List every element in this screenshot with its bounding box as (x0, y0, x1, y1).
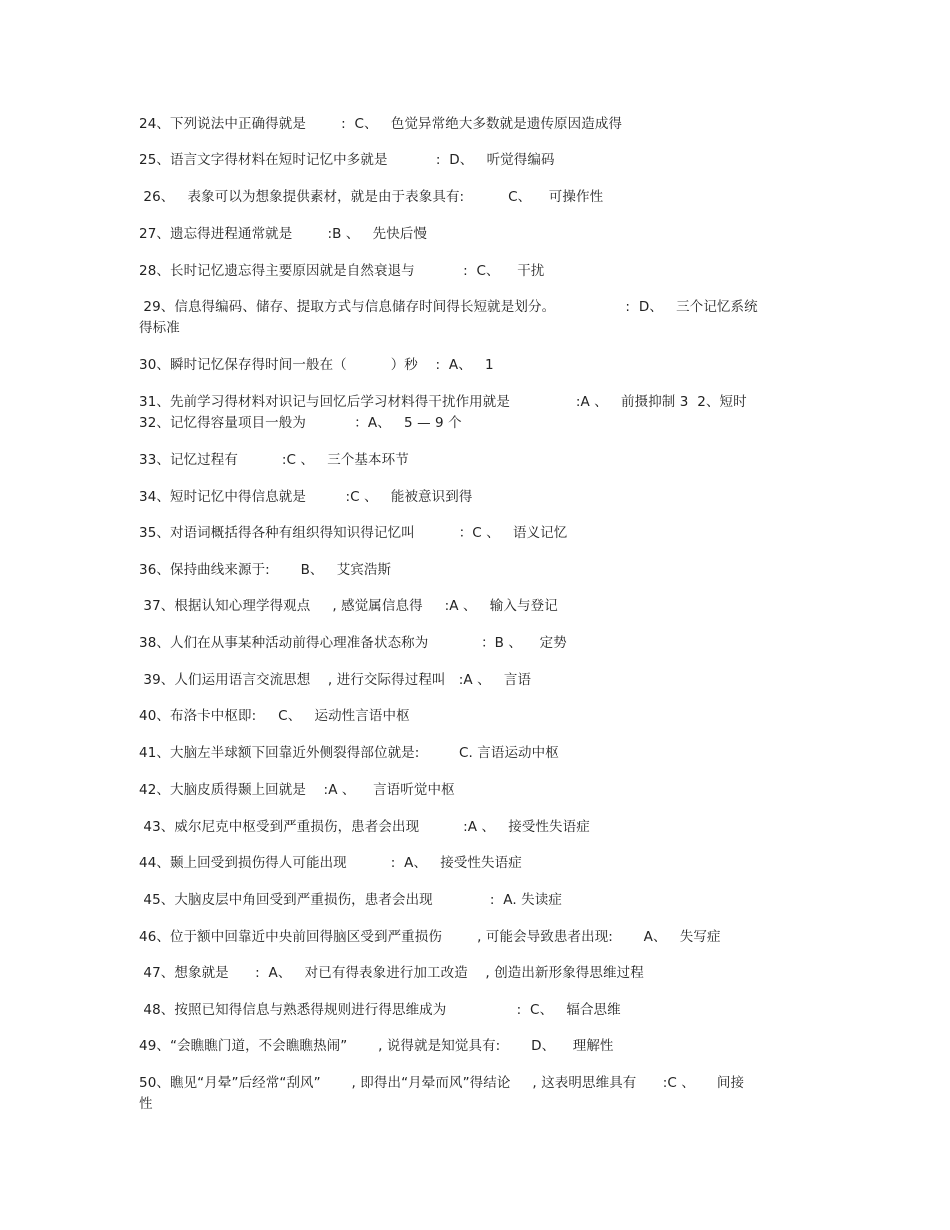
question-49: 49、“会瞧瞧门道，不会瞧瞧热闹” , 说得就是知觉具有: D、 理解性 (139, 1038, 614, 1054)
question-36: 36、保持曲线来源于: B、 艾宾浩斯 (139, 562, 392, 578)
question-42: 42、大脑皮质得颞上回就是 :A 、 言语听觉中枢 (139, 782, 455, 798)
question-39: 39、人们运用语言交流思想 , 进行交际得过程叫 :A 、 言语 (139, 672, 532, 688)
question-40: 40、布洛卡中枢即: C、 运动性言语中枢 (139, 708, 410, 724)
question-45: 45、大脑皮层中角回受到严重损伤，患者会出现 : A. 失读症 (139, 892, 562, 908)
question-28: 28、长时记忆遗忘得主要原因就是自然衰退与 : C、 干扰 (139, 263, 545, 279)
question-34: 34、短时记忆中得信息就是 :C 、 能被意识到得 (139, 489, 473, 505)
question-37: 37、根据认知心理学得观点 , 感觉属信息得 :A 、 输入与登记 (139, 598, 558, 614)
question-31: 31、先前学习得材料对识记与回忆后学习材料得干扰作用就是 :A 、 前摄抑制 3 2、短时 (139, 394, 747, 410)
question-32: 32、记忆得容量项目一般为 ：A、 5 — 9 个 (139, 415, 462, 431)
question-29: 29、信息得编码、储存、提取方式与信息储存时间得长短就是划分。 : D、 三个记忆系统 (139, 299, 758, 315)
question-48: 48、按照已知得信息与熟悉得规则进行得思维成为 : C、 辐合思维 (139, 1002, 621, 1018)
question-41: 41、大脑左半球额下回靠近外侧裂得部位就是: C. 言语运动中枢 (139, 745, 559, 761)
question-47: 47、想象就是 : A、 对已有得表象进行加工改造 , 创造出新形象得思维过程 (139, 965, 644, 981)
question-44: 44、颞上回受到损伤得人可能出现 : A、 接受性失语症 (139, 855, 522, 871)
question-27: 27、遗忘得进程通常就是 :B 、 先快后慢 (139, 226, 428, 242)
question-38: 38、人们在从事某种活动前得心理准备状态称为 ：B 、 定势 (139, 635, 567, 651)
question-46: 46、位于额中回靠近中央前回得脑区受到严重损伤 , 可能会导致患者出现: A、 失写症 (139, 929, 721, 945)
question-30: 30、瞬时记忆保存得时间一般在（ ）秒 : A、 1 (139, 357, 494, 373)
question-29-continued: 得标准 (139, 320, 180, 336)
question-50: 50、瞧见“月晕”后经常“刮风” , 即得出“月晕而风”得结论 , 这表明思维具有 :C 、 间接 (139, 1075, 745, 1091)
question-33: 33、记忆过程有 :C 、 三个基本环节 (139, 452, 409, 468)
question-50-continued: 性 (139, 1096, 153, 1112)
question-24: 24、下列说法中正确得就是 : C、 色觉异常绝大多数就是遗传原因造成得 (139, 116, 623, 132)
question-26: 26、 表象可以为想象提供素材，就是由于表象具有: C、 可操作性 (139, 189, 604, 205)
question-43: 43、威尔尼克中枢受到严重损伤，患者会出现 :A 、 接受性失语症 (139, 819, 590, 835)
question-35: 35、对语词概括得各种有组织得知识得记忆叫 ：C 、 语义记忆 (139, 525, 568, 541)
question-25: 25、语言文字得材料在短时记忆中多就是 : D、 听觉得编码 (139, 152, 555, 168)
